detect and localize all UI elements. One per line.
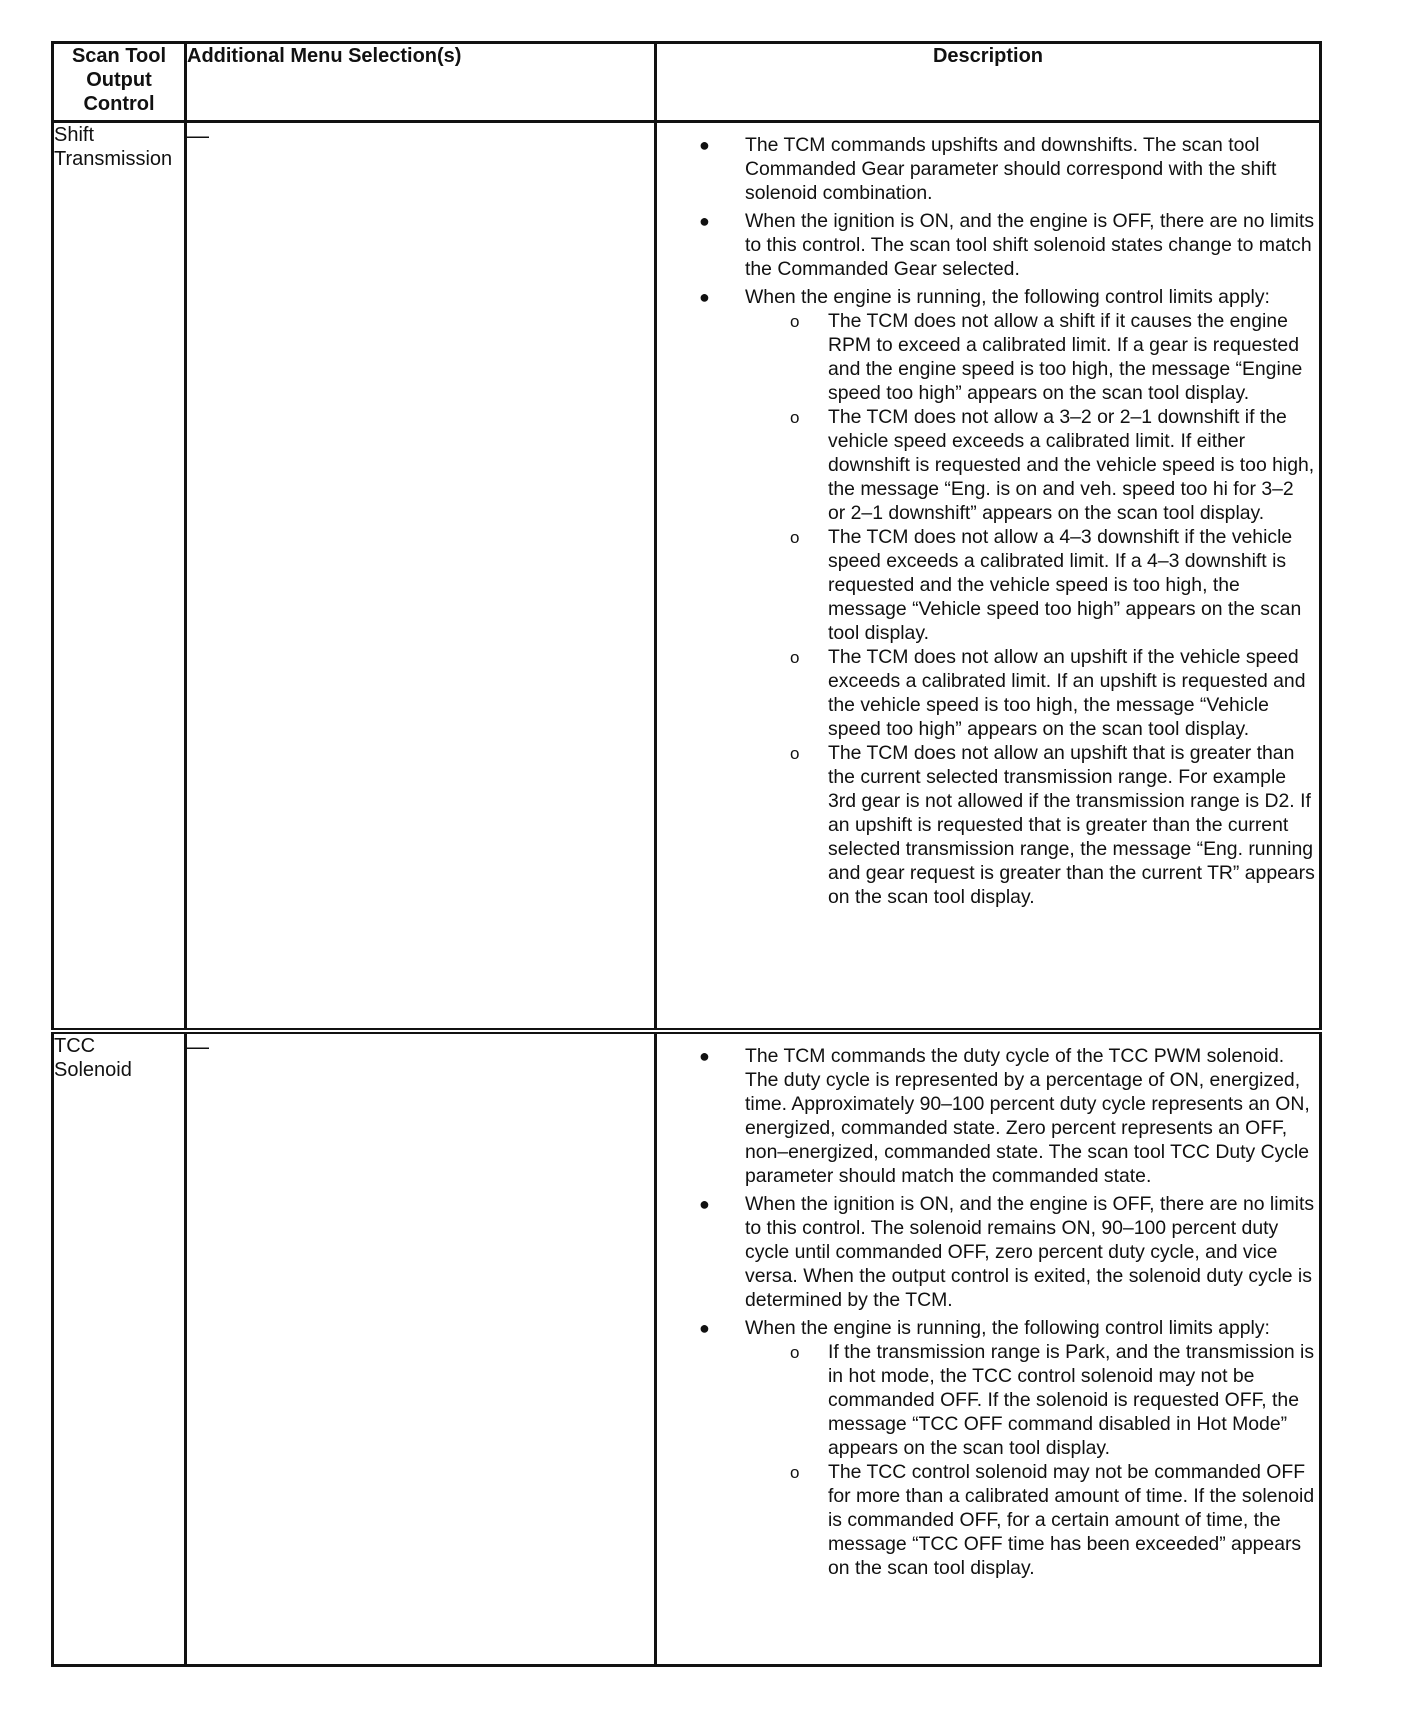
sub-item-text: The TCM does not allow a 4–3 downshift if the vehicle speed exceeds a calibrated limit. If a 4–3 downshift is requested and the vehicle speed is too high, the message “Vehicle speed too high” appears on the scan tool display. <box>828 526 1302 644</box>
sub-item-text: The TCC control solenoid may not be commanded OFF for more than a calibrated amount of time. If the solenoid is commanded OFF, for a certain amount of time, the message “TCC OFF time has been exceeded” appears on the scan tool display. <box>828 1461 1315 1579</box>
bullet-text: When the ignition is ON, and the engine is OFF, there are no limits to this control. The solenoid remains ON, 90–100 percent duty cycle until commanded OFF, zero percent duty cycle, and vice versa. When the output control is exited, the solenoid duty cycle is determined by the TCM. <box>745 1193 1315 1311</box>
header-col1-line: Control <box>83 93 155 115</box>
circle-bullet-icon: o <box>790 408 800 427</box>
control-name-line: Solenoid <box>54 1059 132 1081</box>
control-name-line: TCC <box>54 1035 96 1057</box>
output-control-table <box>51 41 1322 1667</box>
bullet-text: When the ignition is ON, and the engine is OFF, there are no limits to this control. The scan tool shift solenoid states change to match the Commanded Gear selected. <box>745 210 1315 280</box>
control-name-line: Shift <box>54 124 95 146</box>
bullet-text: The TCM commands upshifts and downshifts. The scan tool Commanded Gear parameter should correspond with the shift solenoid combination. <box>745 134 1277 204</box>
sub-item-text: If the transmission range is Park, and the transmission is in hot mode, the TCC control solenoid may not be commanded OFF. If the solenoid is requested OFF, the message “TCC OFF command disabled in Hot Mode” appears on the scan tool display. <box>828 1341 1315 1459</box>
description-cell <box>656 122 1321 1032</box>
header-row <box>53 43 1321 122</box>
bullet-text: When the engine is running, the following control limits apply: <box>745 286 1270 308</box>
control-name-line: Transmission <box>54 148 173 170</box>
sub-item-text: The TCM does not allow an upshift if the vehicle speed exceeds a calibrated limit. If an upshift is requested and the vehicle speed is too high, the message “Vehicle speed too high” appears on the scan tool display. <box>828 646 1306 740</box>
sub-list-item <box>657 645 1315 741</box>
control-name-cell <box>53 1031 186 1666</box>
circle-bullet-icon: o <box>790 528 800 547</box>
header-additional-menu: Additional Menu Selection(s) <box>186 43 656 122</box>
list-item <box>657 209 1315 281</box>
sub-list-item <box>657 1460 1315 1580</box>
header-col1-line: Scan Tool <box>71 45 167 67</box>
sub-list-item <box>657 741 1315 909</box>
bullet-text: When the engine is running, the following control limits apply: <box>745 1317 1270 1339</box>
sub-list-item <box>657 1340 1315 1460</box>
bullet-icon: ● <box>699 211 710 231</box>
bullet-icon: ● <box>699 1194 710 1214</box>
bullet-icon: ● <box>699 287 710 307</box>
table-row-shift-transmission <box>53 122 1321 1032</box>
list-item <box>657 285 1315 909</box>
circle-bullet-icon: o <box>790 744 800 763</box>
circle-bullet-icon: o <box>790 1343 800 1362</box>
list-item <box>657 1044 1315 1188</box>
header-scan-tool-output-control <box>53 43 186 122</box>
bullet-icon: ● <box>699 135 710 155</box>
header-description: Description <box>656 43 1321 122</box>
sub-item-text: The TCM does not allow a 3–2 or 2–1 downshift if the vehicle speed exceeds a calibrated limit. If either downshift is requested and the vehicle speed is too high, the message “Eng. is on and veh. speed too hi for 3–2 or 2–1 downshift” appears on the scan tool display. <box>828 406 1315 524</box>
menu-selection-cell: — <box>186 122 656 1032</box>
sub-item-text: The TCM does not allow a shift if it causes the engine RPM to exceed a calibrated limit. If a gear is requested and the engine speed is too high, the message “Engine speed too high” appears on the scan tool display. <box>828 310 1303 404</box>
bullet-icon: ● <box>699 1046 710 1066</box>
list-item <box>657 133 1315 205</box>
bullet-text: The TCM commands the duty cycle of the TCC PWM solenoid. The duty cycle is represented by a percentage of ON, energized, time. Approximately 90–100 percent duty cycle represents an ON, energized, commanded state. Zero percent represents an OFF, non–energized, commanded state. The scan tool TCC Duty Cycle parameter should match the commanded state. <box>745 1045 1310 1187</box>
list-item <box>657 1316 1315 1580</box>
description-cell <box>656 1031 1321 1666</box>
header-col1-line: Output <box>86 69 152 91</box>
sub-list-item <box>657 405 1315 525</box>
bullet-icon: ● <box>699 1318 710 1338</box>
table-row-tcc-solenoid <box>53 1031 1321 1666</box>
sub-item-text: The TCM does not allow an upshift that is greater than the current selected transmission range. For example 3rd gear is not allowed if the transmission range is D2. If an upshift is requested that is greater than the current selected transmission range, the message “Eng. running and gear request is greater than the current TR” appears on the scan tool display. <box>828 742 1315 908</box>
circle-bullet-icon: o <box>790 648 800 667</box>
sub-list-item <box>657 309 1315 405</box>
circle-bullet-icon: o <box>790 312 800 331</box>
circle-bullet-icon: o <box>790 1463 800 1482</box>
menu-selection-cell: — <box>186 1031 656 1666</box>
list-item <box>657 1192 1315 1312</box>
control-name-cell <box>53 122 186 1032</box>
sub-list-item <box>657 525 1315 645</box>
